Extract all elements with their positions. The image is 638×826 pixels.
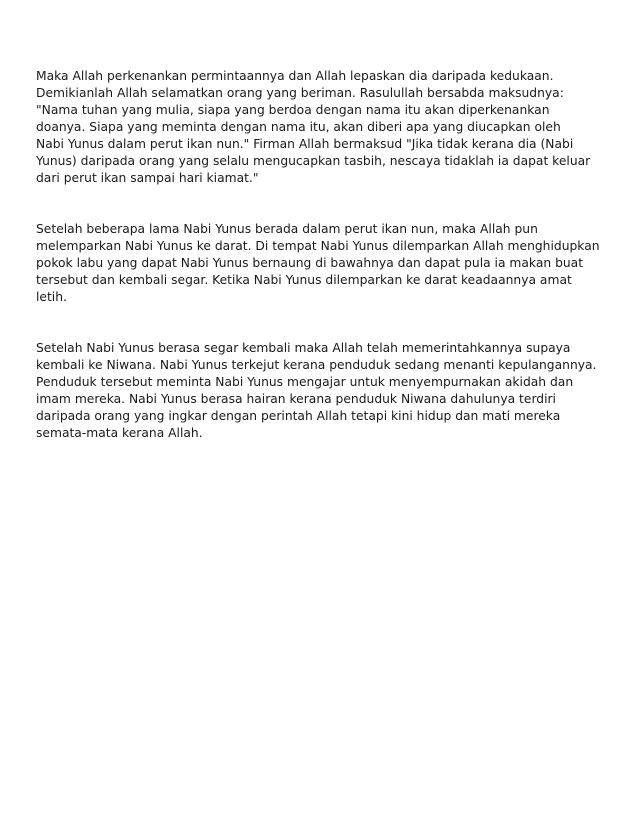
paragraph-line: Setelah beberapa lama Nabi Yunus berada dalam perut ikan nun, maka Allah pun (36, 222, 538, 236)
document-body (36, 68, 608, 476)
paragraph-line: letih. (36, 290, 67, 304)
paragraph-line: Maka Allah perkenankan permintaannya dan Allah lepaskan dia daripada kedukaan. (36, 69, 554, 83)
paragraph-line: doanya. Siapa yang meminta dengan nama itu, akan diberi apa yang diucapkan oleh (36, 120, 561, 134)
paragraph-line: melemparkan Nabi Yunus ke darat. Di tempat Nabi Yunus dilemparkan Allah menghidupkan (36, 239, 600, 253)
paragraph-line: pokok labu yang dapat Nabi Yunus bernaung di bawahnya dan dapat pula ia makan buat (36, 256, 584, 270)
paragraph-line: Nabi Yunus dalam perut ikan nun." Firman Allah bermaksud "Jika tidak kerana dia (Nabi (36, 137, 574, 151)
paragraph-1 (36, 68, 608, 187)
paragraph-line: daripada orang yang ingkar dengan perintah Allah tetapi kini hidup dan mati mereka (36, 409, 561, 423)
paragraph-2 (36, 221, 608, 306)
paragraph-line: Penduduk tersebut meminta Nabi Yunus mengajar untuk menyempurnakan akidah dan (36, 375, 574, 389)
paragraph-line: Yunus) daripada orang yang selalu mengucapkan tasbih, nescaya tidaklah ia dapat keluar (36, 154, 591, 168)
paragraph-line: Demikianlah Allah selamatkan orang yang beriman. Rasulullah bersabda maksudnya: (36, 86, 564, 100)
paragraph-line: tersebut dan kembali segar. Ketika Nabi Yunus dilemparkan ke darat keadaannya amat (36, 273, 572, 287)
paragraph-line: kembali ke Niwana. Nabi Yunus terkejut kerana penduduk sedang menanti kepulangannya. (36, 358, 597, 372)
paragraph-line: semata-mata kerana Allah. (36, 426, 203, 440)
paragraph-line: dari perut ikan sampai hari kiamat." (36, 171, 259, 185)
paragraph-line: "Nama tuhan yang mulia, siapa yang berdoa dengan nama itu akan diperkenankan (36, 103, 550, 117)
paragraph-3 (36, 340, 608, 442)
paragraph-line: imam mereka. Nabi Yunus berasa hairan kerana penduduk Niwana dahulunya terdiri (36, 392, 556, 406)
paragraph-line: Setelah Nabi Yunus berasa segar kembali maka Allah telah memerintahkannya supaya (36, 341, 571, 355)
